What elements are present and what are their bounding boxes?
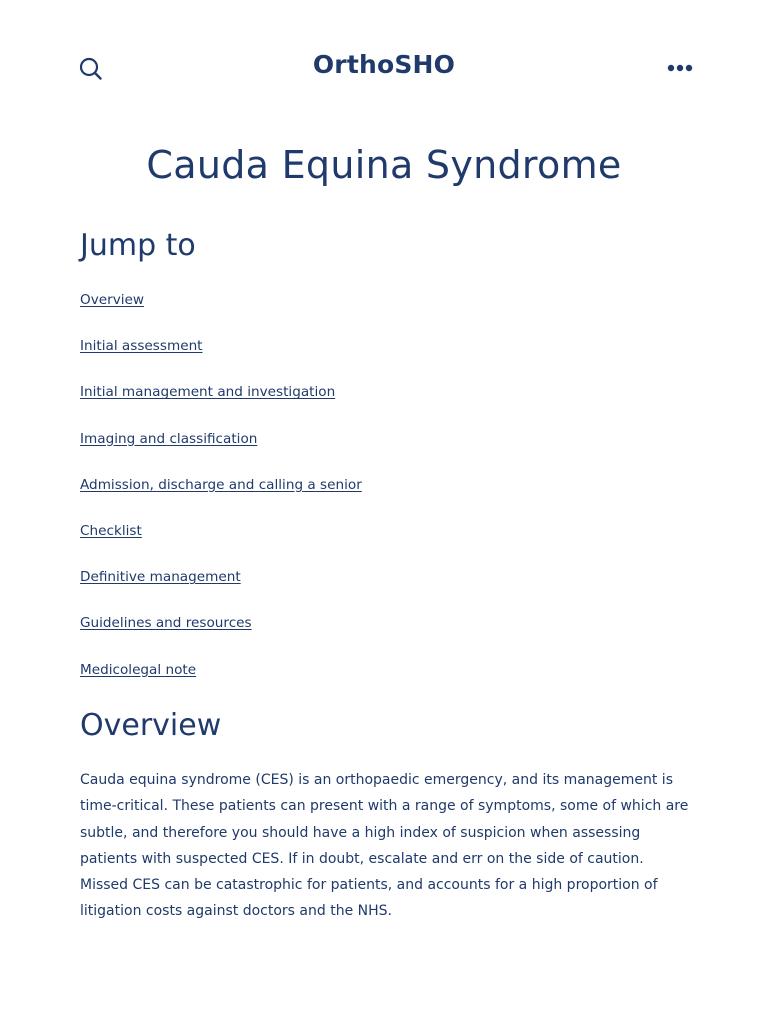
toc-item <box>80 382 362 428</box>
toc-item <box>80 521 362 567</box>
toc-item <box>80 567 362 613</box>
site-title[interactable]: OrthoSHO <box>312 50 456 79</box>
menu-button[interactable] <box>666 58 694 78</box>
toc-link-admission[interactable]: Admission, discharge and calling a senior <box>80 476 362 493</box>
site-header <box>0 0 768 136</box>
overview-paragraph: Cauda equina syndrome (CES) is an orthopaedic emergency, and its management is time-critical. These patients can present with a range of symptoms, some of which are subtle, and therefore you should have a high index of suspicion when assessing patients with suspected CES. If in doubt, escalate and err on the side of caution. Missed CES can be catastrophic for patients, and accounts for a high proportion of litigation costs against doctors and the NHS. <box>80 772 689 920</box>
jump-to-heading: Jump to <box>80 228 196 263</box>
more-horizontal-icon <box>666 58 694 78</box>
page-title: Cauda Equina Syndrome <box>146 143 622 187</box>
toc-link-initial-management[interactable]: Initial management and investigation <box>80 384 336 401</box>
toc-link-guidelines[interactable]: Guidelines and resources <box>80 615 252 632</box>
toc-item <box>80 429 362 475</box>
toc-item <box>80 336 362 382</box>
toc-item <box>80 660 362 706</box>
toc-link-definitive-management[interactable]: Definitive management <box>80 569 241 586</box>
toc-item <box>80 290 362 336</box>
table-of-contents <box>80 290 362 706</box>
toc-link-overview[interactable]: Overview <box>80 292 144 308</box>
toc-link-checklist[interactable]: Checklist <box>80 522 142 539</box>
toc-link-initial-assessment[interactable]: Initial assessment <box>80 338 203 355</box>
toc-item <box>80 475 362 521</box>
toc-item <box>80 613 362 659</box>
toc-link-imaging[interactable]: Imaging and classification <box>80 430 258 447</box>
toc-link-medicolegal[interactable]: Medicolegal note <box>80 661 197 678</box>
overview-heading: Overview <box>80 708 222 743</box>
